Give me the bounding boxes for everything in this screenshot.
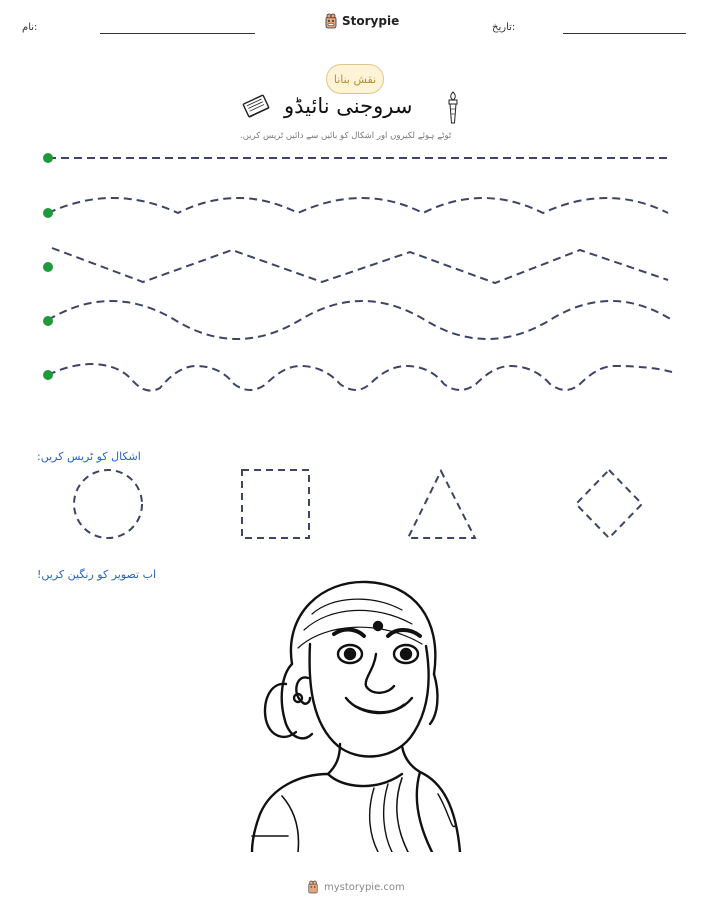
- date-line[interactable]: [563, 33, 686, 34]
- coloring-portrait[interactable]: [242, 574, 468, 852]
- tracing-lines: [0, 140, 709, 400]
- instructions: ٹوٹے ہوئے لکیروں اور اشکال کو بائیں سے دائیں ٹریس کریں.: [240, 131, 452, 141]
- date-label: تاریخ:: [492, 22, 516, 33]
- start-dot: [43, 316, 53, 326]
- trace-triangle[interactable]: [408, 471, 475, 538]
- color-heading: اب تصویر کو رنگین کریں!: [37, 568, 157, 581]
- trace-diamond[interactable]: [576, 470, 642, 538]
- storypie-logo-icon: [324, 13, 338, 29]
- start-dot: [43, 153, 53, 163]
- start-dot: [43, 208, 53, 218]
- trace-circle[interactable]: [74, 470, 142, 538]
- trace-line-wave-3[interactable]: [48, 364, 672, 391]
- trace-line-wave-1[interactable]: [48, 198, 668, 213]
- page-title: سروجنی نائیڈو: [284, 94, 413, 118]
- torch-icon: [444, 90, 462, 126]
- start-dot: [43, 262, 53, 272]
- tracing-shapes: [0, 460, 709, 550]
- brand: [324, 13, 399, 29]
- name-label: نام:: [22, 22, 38, 33]
- activity-badge: نقش بنانا: [326, 64, 384, 94]
- name-line[interactable]: [100, 33, 255, 34]
- trace-line-zigzag[interactable]: [52, 248, 668, 283]
- shapes-heading: اشکال کو ٹریس کریں:: [37, 450, 141, 463]
- start-dot: [43, 370, 53, 380]
- trace-line-wave-2[interactable]: [48, 301, 672, 339]
- footer: [307, 880, 405, 894]
- footer-url[interactable]: mystorypie.com: [324, 881, 405, 893]
- storypie-logo-icon: [307, 880, 319, 894]
- book-icon: [240, 91, 272, 121]
- trace-square[interactable]: [242, 470, 309, 538]
- brand-name: Storypie: [342, 14, 400, 28]
